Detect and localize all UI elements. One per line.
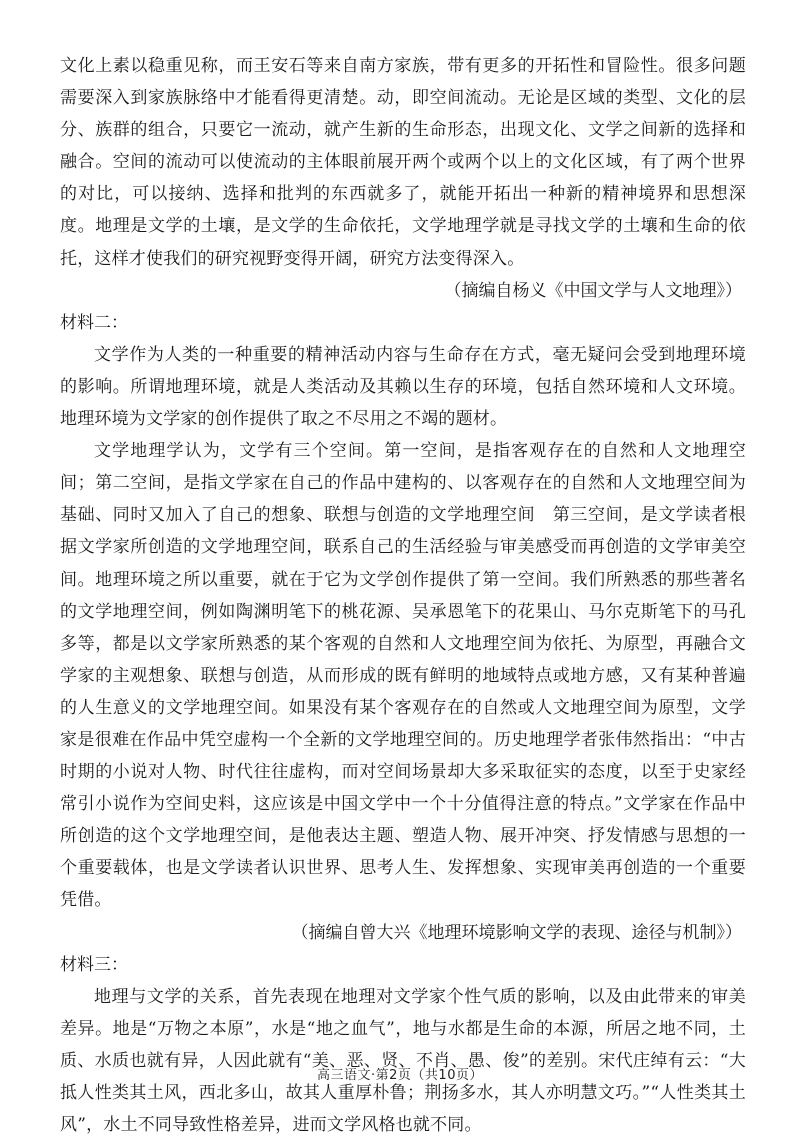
page-footer: 高三语文·第2页（共10页） xyxy=(317,1068,483,1083)
document-page xyxy=(60,50,746,1141)
material3-heading: 材料三： xyxy=(60,954,128,975)
material3-paragraph-1: 地理与文学的关系，首先表现在地理对文学家个性气质的影响，以及由此带来的审美差异。地是“万物之本原”，水是“地之血气”，地与水都是生命的本源，所居之地不同，土质、水质也就有异，人因此就有“美、恶、贤、不肖、愚、俊”的差别。宋代庄绰有云：“大抵人性类其土风，西北多山，故其人重厚朴鲁；荆扬多水，其人亦明慧文巧。”“人性类其土风”，水土不同导致性格差异，进而文学风格也就不同。 xyxy=(60,986,746,1136)
material2-paragraph-1: 文学作为人类的一种重要的精神活动内容与生命存在方式，毫无疑问会受到地理环境的影响。所谓地理环境，就是人类活动及其赖以生存的环境，包括自然环境和人文环境。地理环境为文学家的创作提供了取之不尽用之不竭的题材。 xyxy=(60,344,746,430)
material2-paragraph-2: 文学地理学认为，文学有三个空间。第一空间，是指客观存在的自然和人文地理空间；第二空间，是指文学家在自己的作品中建构的、以客观存在的自然和人文地理空间为基础、同时又加入了自己的想象、联想与创造的文学地理空间 第三空间，是文学读者根据文学家所创造的文学地理空间，联系自己的生活经验与审美感受而再创造的文学审美空间。地理环境之所以重要，就在于它为文学创作提供了第一空间。我们所熟悉的那些著名的文学地理空间，例如陶渊明笔下的桃花源、吴承恩笔下的花果山、马尔克斯笔下的马孔多等，都是以文学家所熟悉的某个客观的自然和人文地理空间为依托、为原型，再融合文学家的主观想象、联想与创造，从而形成的既有鲜明的地域特点或地方感，又有某种普遍的人生意义的文学地理空间。如果没有某个客观存在的自然或人文地理空间为原型，文学家是很难在作品中凭空虚构一个全新的文学地理空间的。历史地理学者张伟然指出：“中古时期的小说对人物、时代往往虚构，而对空间场景却大多采取征实的态度，以至于史家经常引小说作为空间史料，这应该是中国文学中一个十分值得注意的特点。”文学家在作品中所创造的这个文学地理空间，是他表达主题、塑造人物、展开冲突、抒发情感与思想的一个重要载体，也是文学读者认识世界、思考人生、发挥想象、实现审美再创造的一个重要凭借。 xyxy=(60,441,746,911)
source-citation-2: （摘编自曾大兴《地理环境影响文学的表现、途径与机制》） xyxy=(291,922,742,943)
source-citation-1: （摘编自杨义《中国文学与人文地理》） xyxy=(444,280,742,301)
material2-heading: 材料二： xyxy=(60,312,128,333)
material1-tail-paragraph: 文化上素以稳重见称，而王安石等来自南方家族，带有更多的开拓性和冒险性。很多问题需要深入到家族脉络中才能看得更清楚。动，即空间流动。无论是区域的类型、文化的层分、族群的组合，只要它一流动，就产生新的生命形态，出现文化、文学之间新的选择和融合。空间的流动可以使流动的主体眼前展开两个或两个以上的文化区域，有了两个世界的对比，可以接纳、选择和批判的东西就多了，就能开拓出一种新的精神境界和思想深度。地理是文学的土壤，是文学的生命依托，文学地理学就是寻找文学的土壤和生命的依托，这样才使我们的研究视野变得开阔，研究方法变得深入。 xyxy=(60,56,746,269)
